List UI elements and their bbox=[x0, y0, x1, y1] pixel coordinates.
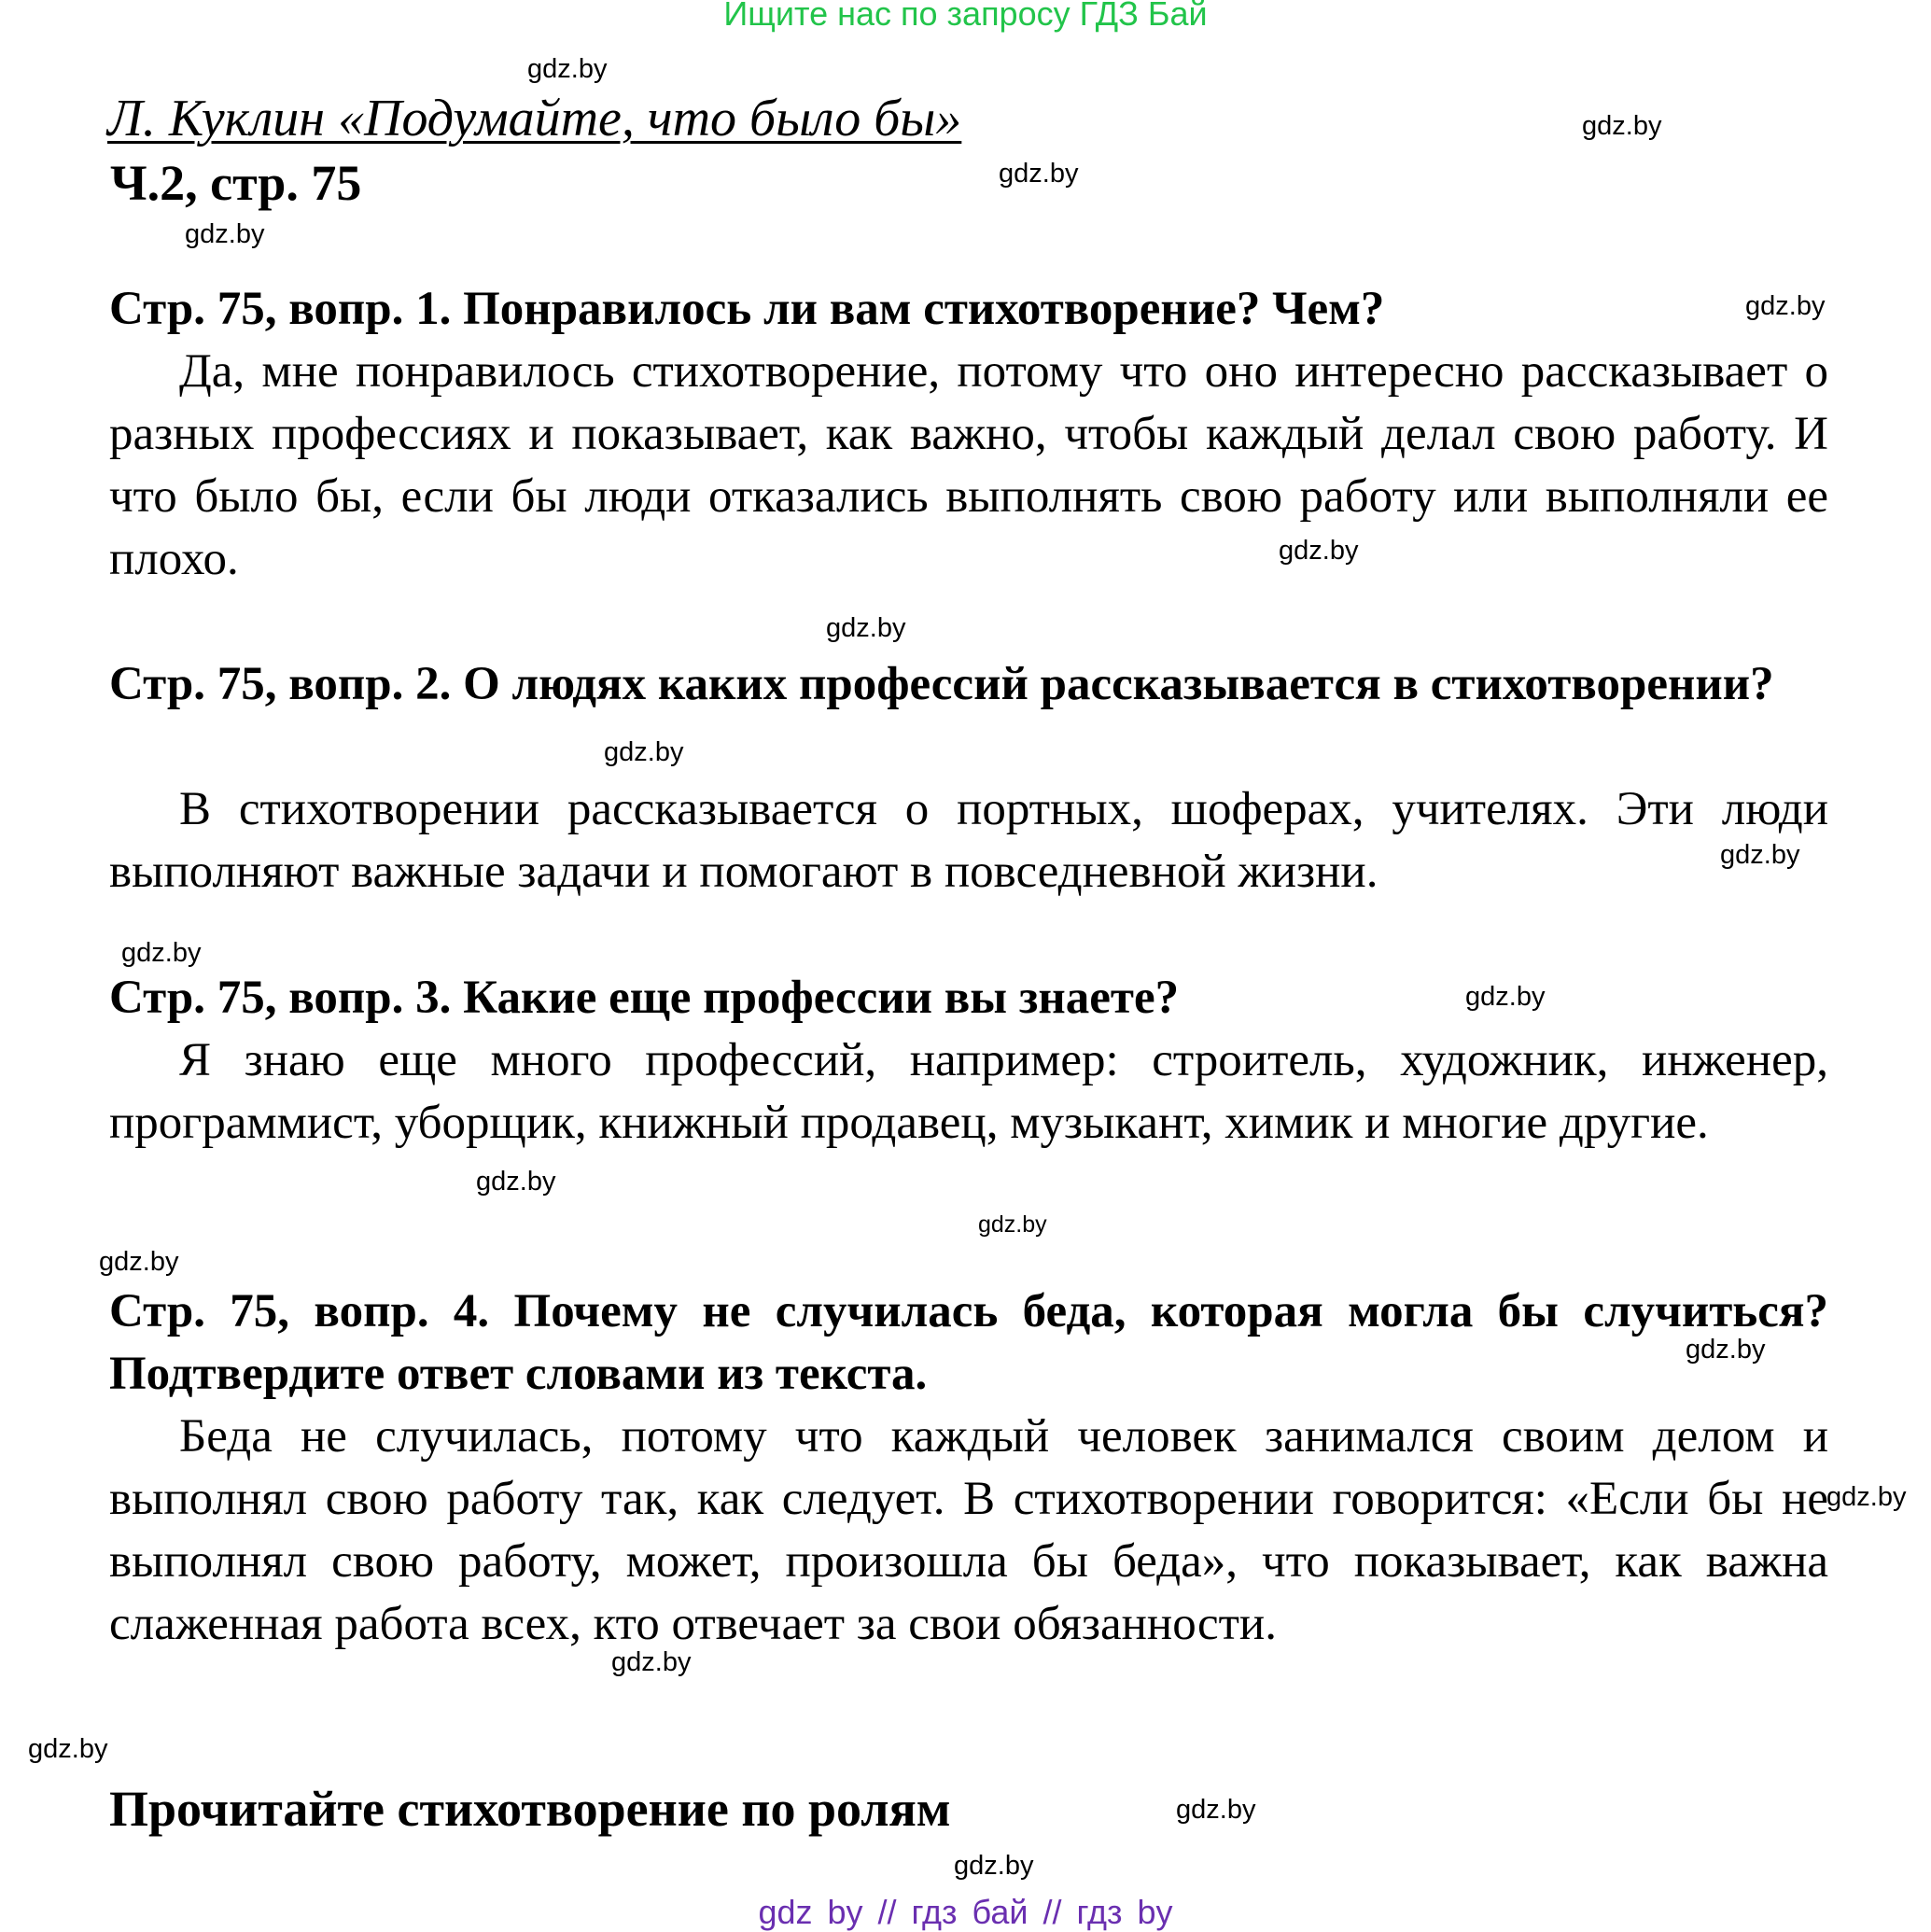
question-4: Стр. 75, вопр. 4. Почему не случилась беда, которая могла бы случиться? Подтвердите ответ словами из текста. bbox=[109, 1285, 1828, 1400]
watermark: gdz.by bbox=[978, 1211, 1047, 1238]
watermark: gdz.by bbox=[1582, 111, 1662, 141]
answer-1: Да, мне понравилось стихотворение, потому что оно интересно рассказывает о разных профессиях и показывает, как важно, чтобы каждый делал свою работу. И что было бы, если бы люди отказались выполнять свою работу или выполняли ее плохо. bbox=[109, 345, 1828, 585]
answer-2: В стихотворении рассказывается о портных, шоферах, учителях. Эти люди выполняют важные задачи и помогают в повседневной жизни. bbox=[109, 783, 1828, 898]
watermark: gdz.by bbox=[28, 1734, 108, 1764]
watermark: gdz.by bbox=[1465, 982, 1546, 1012]
watermark: gdz.by bbox=[1686, 1335, 1766, 1365]
watermark: gdz.by bbox=[527, 54, 608, 84]
watermark: gdz.by bbox=[99, 1247, 179, 1277]
watermark: gdz.by bbox=[1279, 536, 1359, 566]
answer-4: Беда не случилась, потому что каждый человек занимался своим делом и выполнял свою работу так, как следует. В стихотворении говорится: «Если бы не выполнял свою работу, может, произошла бы беда», что показывает, как важна слаженная работа всех, кто отвечает за свои обязанности. bbox=[109, 1410, 1828, 1650]
question-3: Стр. 75, вопр. 3. Какие еще профессии вы знаете? bbox=[109, 972, 1180, 1024]
part-page-reference: Ч.2, стр. 75 bbox=[110, 155, 362, 211]
watermark: gdz.by bbox=[826, 613, 906, 643]
question-1: Стр. 75, вопр. 1. Понравилось ли вам стихотворение? Чем? bbox=[109, 283, 1385, 335]
top-banner: Ищите нас по запросу ГДЗ Бай bbox=[723, 0, 1208, 33]
answer-3: Я знаю еще много профессий, например: строитель, художник, инженер, программист, уборщик, книжный продавец, музыкант, химик и многие другие. bbox=[109, 1034, 1828, 1149]
bottom-link-bar[interactable]: gdz by // гдз бай // гдз by bbox=[758, 1893, 1173, 1931]
watermark: gdz.by bbox=[999, 159, 1079, 189]
watermark: gdz.by bbox=[1720, 840, 1800, 870]
poem-title: Л. Куклин «Подумайте, что было бы» bbox=[107, 90, 962, 147]
watermark: gdz.by bbox=[1745, 291, 1826, 321]
watermark: gdz.by bbox=[1176, 1795, 1256, 1825]
watermark: gdz.by bbox=[121, 938, 202, 968]
watermark: gdz.by bbox=[604, 737, 684, 767]
watermark: gdz.by bbox=[476, 1167, 556, 1197]
watermark: gdz.by bbox=[954, 1851, 1034, 1881]
watermark: gdz.by bbox=[611, 1647, 692, 1677]
section-footer-title: Прочитайте стихотворение по ролям bbox=[109, 1781, 951, 1837]
watermark: gdz.by bbox=[185, 219, 265, 249]
question-2: Стр. 75, вопр. 2. О людях каких профессий рассказывается в стихотворении? bbox=[109, 658, 1774, 710]
watermark: gdz.by bbox=[1826, 1482, 1907, 1512]
